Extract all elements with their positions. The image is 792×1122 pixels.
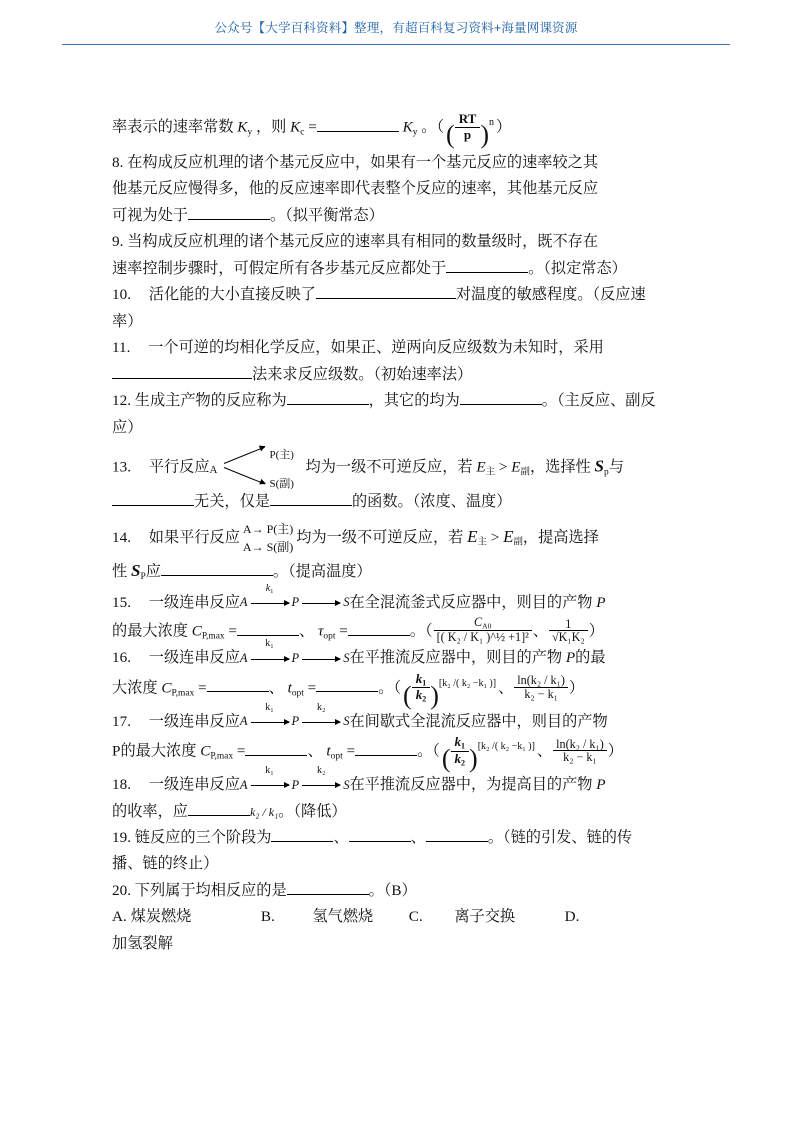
question-10 (112, 282, 692, 308)
q16-f1-den-sub: 2 (422, 694, 427, 704)
question-20-last-line (112, 931, 692, 957)
q7-after: K (402, 118, 413, 136)
question-11 (112, 335, 692, 361)
q19-text-5: 播、链的终止） (112, 855, 219, 873)
q13-text-5: 无关，仅是 (194, 492, 270, 510)
q7-frac-den: p (463, 126, 472, 142)
q13-sp-sub: p (603, 467, 609, 478)
q8-text-3: 可视为处于 (112, 206, 188, 224)
q18-text-3: 为提高目的产物 (486, 776, 593, 794)
question-20-options (112, 904, 692, 930)
q8-blank[interactable] (188, 219, 270, 220)
q16-cmax: C (161, 679, 172, 697)
q20-option-a-key: A. (112, 908, 127, 926)
q10-text-2: 对温度的敏感程度。（反应速 (455, 286, 646, 304)
q13-e2-sub: 副 (520, 467, 530, 478)
question-9-line-2 (112, 256, 692, 282)
q17-blank-1[interactable] (245, 755, 307, 756)
q20-text-1: 下列属于均相反应的是 (134, 881, 287, 899)
q17-text-3: 则目的产物 (531, 712, 608, 730)
q11-blank[interactable] (112, 378, 252, 379)
q14-blank[interactable] (161, 575, 273, 576)
q13-arrow-up-icon (223, 447, 264, 464)
q16-arrow-1 (250, 638, 290, 670)
question-17 (112, 701, 692, 735)
q13-blank-1[interactable] (112, 505, 194, 506)
q12-text-1: 生成主产物的反应称为 (134, 392, 287, 410)
q15-k1-sub: 1 (270, 587, 274, 595)
q15-f1-num: C (474, 615, 483, 630)
q15-p-label: P (596, 593, 606, 611)
q15-arrow-2 (301, 593, 341, 615)
q9-text-1: 当构成反应机理的诸个基元反应的速率具有相同的数量级时，既不存在 (127, 233, 598, 251)
q16-f1-num-sub: 1 (422, 678, 427, 688)
q16-eq-1: = (198, 679, 207, 697)
question-18-line-2 (112, 799, 692, 825)
q7-frac-num: RT (455, 112, 481, 128)
q7-after-sub: y (412, 127, 418, 138)
q20-number: 20. (112, 881, 131, 899)
q20-option-b-label[interactable]: 氢气燃烧 (312, 908, 374, 926)
q14-text-3: ，提高选择 (522, 529, 599, 547)
q12-number: 12. (112, 392, 131, 410)
q16-blank-2[interactable] (316, 691, 378, 692)
q16-cmax-sub: P,max (171, 688, 195, 699)
question-15 (112, 582, 692, 616)
q10-text-1: 活化能的大小直接反映了 (148, 286, 316, 304)
q15-f2-den: √K₁K₂ (551, 630, 585, 645)
q17-f2-num: ln(k₂ / k₁) (553, 738, 607, 752)
q7-blank[interactable] (317, 131, 399, 132)
q13-parallel-reaction-scheme (210, 447, 306, 489)
q7-kc-sub: c (300, 127, 305, 138)
q16-f1-pow: [k₂ /( k₂ −k₁ )] (438, 677, 497, 689)
q14-scheme-line-2: A→ S(副) (242, 539, 294, 554)
q18-arrow-line-2 (302, 785, 340, 786)
q15-text-5: 。（ (409, 622, 433, 640)
q18-text-1: 一级连串反应 (148, 776, 240, 794)
q16-arrow-line-1 (251, 659, 289, 660)
q13-number: 13. (112, 458, 131, 476)
question-19-line-2 (112, 851, 692, 877)
q7-power: n (488, 117, 494, 129)
q17-formula-1: ( $\frac{k_1}{k_2}$ )[k₂ /( k₂ −k₁ )] (441, 734, 535, 774)
question-12 (112, 388, 692, 414)
q19-blank-3[interactable] (426, 841, 488, 842)
q20-option-d-label[interactable]: 加氢裂解 (112, 934, 173, 952)
question-8 (112, 150, 692, 176)
q12-text-2: ，其它的均为 (368, 392, 460, 410)
q16-f1-den: k (415, 687, 423, 703)
q20-blank[interactable] (287, 894, 369, 895)
question-13-line-2 (112, 489, 692, 515)
q13-arrow-down-icon (223, 467, 264, 484)
q13-text-2: 均为一级不可逆反应，若 (305, 458, 473, 476)
question-8-line-3 (112, 203, 692, 229)
q8-text-1: 在构成反应机理的诸个基元反应中，如果有一个基元反应的速率较之其 (127, 154, 598, 171)
q19-blank-1[interactable] (271, 841, 333, 842)
q7-rtp-expression: ( $\frac{RT}{p}$ )$^n$ (446, 111, 494, 150)
q7-equals: = (308, 118, 317, 136)
q13-scheme-a: A (209, 463, 218, 476)
q18-p-label: P (596, 776, 606, 794)
q17-arrow-2 (301, 701, 341, 734)
q7-close: ） (495, 118, 512, 136)
q17-formula-2 (553, 738, 607, 765)
q16-blank-1[interactable] (207, 691, 269, 692)
q13-scheme-p: P(主) (269, 448, 294, 461)
q16-p-label: P (565, 649, 576, 667)
q19-text-4: 。（链的引发、链的传 (487, 828, 633, 846)
q14-e2-sub: 副 (513, 538, 523, 549)
q13-text-3: ，选择性 (529, 458, 591, 476)
q14-text-1: 如果平行反应 (148, 529, 240, 547)
q15-scheme-p: P (291, 595, 300, 610)
question-12-line-2 (112, 415, 692, 441)
q16-f2-num: ln(k₂ / k₁) (514, 674, 568, 688)
q15-scheme-a: A (239, 595, 248, 610)
q15-arrow-line-2 (302, 603, 340, 604)
q18-k1-label: k₁ (265, 764, 274, 776)
q17-k2-label: k₂ (316, 701, 326, 713)
question-14 (112, 521, 692, 556)
question-15-line-2: 的最大浓度 $C_{P,max}$ = 、 $\tau_{opt}$ = 。（ $\frac{C_{A0}}{\text{[( K₂ / K₁ )\textasciicircum{}½ +1]²}}$ 、 $\frac{1}{\text{√K₁K₂}}$ ） (112, 615, 604, 645)
q17-number: 17. (112, 712, 131, 730)
q18-text-2: 在平推流反应器中， (349, 776, 487, 794)
q17-f2-den: k₂ − k₁ (563, 750, 597, 765)
q12-text-4: 应） (112, 418, 143, 436)
q19-blank-2[interactable] (349, 841, 411, 842)
q17-f1-num-sub: 1 (461, 741, 466, 751)
q15-text-4: 的最大浓度 (112, 622, 188, 640)
question-16 (112, 638, 692, 671)
q14-e2: E (503, 527, 514, 547)
q14-text-5: 应 (145, 563, 161, 581)
q15-text-1: 一级连串反应 (148, 593, 240, 611)
q17-text-2: 在间歇式全混流反应器中， (349, 712, 532, 730)
q15-eq-2: = (339, 622, 348, 640)
q16-arrow-2 (301, 648, 341, 670)
q16-arrow-line-2 (302, 659, 340, 660)
q18-arrow-2 (301, 764, 341, 797)
question-9 (112, 229, 692, 255)
q20-option-d-key: D. (564, 908, 580, 926)
q15-eq-1: = (228, 622, 237, 640)
q15-f2-num: 1 (549, 618, 588, 632)
q16-number: 16. (112, 649, 131, 667)
q17-cmax: C (200, 742, 211, 760)
q12-blank-2[interactable] (460, 404, 542, 405)
q15-blank-2[interactable] (348, 635, 410, 636)
q19-number: 19. (112, 828, 131, 846)
q18-text-5: 。（降低） (278, 802, 347, 820)
q18-arrow-1 (250, 764, 290, 797)
q16-text-1: 一级连串反应 (148, 649, 240, 667)
q15-text-2: 在全混流釜式反应器中， (349, 593, 517, 611)
q17-series-reaction-scheme: A k₁ P k₂ S (240, 711, 350, 733)
q13-text-1: 平行反应 (148, 458, 210, 476)
q7-ky-sub: y (247, 127, 253, 138)
q15-arrow-1 (250, 582, 290, 615)
q16-f1-num: k (415, 670, 423, 686)
q17-blank-2[interactable] (355, 755, 417, 756)
q10-text-3: 率） (112, 312, 143, 330)
q17-arrow-line-1 (251, 722, 289, 723)
q18-blank[interactable] (188, 815, 250, 816)
q17-arrow-1 (250, 701, 290, 734)
q13-e1-sub: 主 (485, 467, 496, 478)
q19-text-2: 、 (333, 828, 349, 846)
q18-series-reaction-scheme: A k₁ P k₂ S (240, 775, 350, 797)
header-divider (62, 44, 730, 45)
q16-k1-label: k₁ (265, 638, 274, 650)
q7-lead: 率表示的速率常数 (112, 118, 234, 136)
q16-text-5: 大浓度 (112, 679, 158, 697)
q7-kc: K (290, 118, 301, 136)
q20-option-b-key: B. (260, 908, 275, 926)
q18-k2-label: k₂ (316, 764, 326, 776)
q13-e1: E (476, 458, 486, 476)
q8-number: 8. (112, 154, 124, 171)
question-19 (112, 825, 692, 851)
q18-text-4: 的收率，应 (112, 802, 188, 820)
q14-e1-sub: 主 (477, 538, 487, 549)
q14-e1: E (467, 527, 478, 547)
question-7-tail (112, 112, 692, 148)
q16-eq-2: = (307, 679, 317, 697)
question-14-line-2 (112, 556, 692, 586)
q13-text-6: 的函数。（浓度、温度） (351, 492, 512, 510)
q15-scheme-s: S (343, 595, 350, 610)
q17-text-6: ） (607, 742, 623, 760)
q14-number: 14. (112, 529, 131, 547)
q15-text-6: ） (588, 622, 604, 640)
q11-number: 11. (112, 339, 131, 357)
q15-text-3: 则目的产物 (516, 593, 593, 611)
q19-text-3: 、 (410, 828, 426, 846)
q17-f1-pow: [k₂ /( k₂ −k₁ )] (477, 741, 535, 753)
q16-text-3: 则目的产物 (486, 649, 563, 667)
q17-topt-sub: opt (330, 751, 343, 762)
q9-text-3: 。（拟定常态） (528, 259, 627, 277)
q16-text-7: ） (568, 679, 585, 697)
q15-tau-sub: opt (323, 631, 336, 642)
q14-text-6: 。（提高温度） (272, 563, 372, 581)
q13-gt: > (498, 458, 508, 476)
q16-topt-sub: opt (291, 688, 304, 699)
q15-arrow-line-1 (251, 603, 289, 604)
question-11-line-2 (112, 362, 692, 388)
question-8-line-2 (112, 176, 692, 202)
q15-f1-den: [( K₂ / K₁ )^½ +1]² (436, 630, 529, 645)
q16-formula-1: ( $\frac{k_1}{k_2}$ )[k₂ /( k₂ −k₁ )] (403, 670, 497, 710)
q17-f1-num: k (454, 734, 462, 750)
q13-scheme-s: S(副) (269, 477, 294, 490)
q17-cmax-sub: P,max (210, 751, 234, 762)
q17-text-5: 。（ (417, 742, 440, 760)
q17-text-1: 一级连串反应 (148, 712, 240, 730)
q18-number: 18. (112, 776, 131, 794)
q15-formula-1 (434, 616, 532, 644)
q14-scheme-line-1: A→ P(主) (242, 522, 294, 537)
q10-blank[interactable] (316, 298, 456, 299)
q20-option-a-label[interactable]: 煤炭燃烧 (130, 908, 192, 926)
q13-text-4: 与 (608, 458, 624, 476)
q15-cmax-sub: P,max (201, 631, 225, 642)
q7-ky: K (237, 118, 248, 136)
watermark-text: 公众号【大学百科资料】整理，有超百科复习资料+海量网课资源 (214, 21, 578, 35)
q17-text-4: P的最大浓度 (112, 742, 197, 760)
q17-eq-2: = (346, 742, 356, 760)
q16-text-6: 。（ (378, 679, 402, 697)
q17-f1-den-sub: 2 (461, 758, 466, 768)
q16-text-4: 的最 (575, 649, 606, 667)
document-body (112, 112, 692, 957)
q15-cmax: C (191, 622, 202, 640)
q14-gt: > (490, 529, 500, 547)
q14-sp: S (130, 561, 141, 581)
q15-f1-num-sub: A0 (482, 621, 492, 631)
q15-number: 15. (112, 593, 131, 611)
question-17-line-2: P的最大浓度 $C_{P,max}$ = 、 $t_{opt}$ = 。（( $\frac{k_1}{k_2}$ )[k₂ /( k₂ −k₁ )] 、 $\frac{\text{ln(k₂ / k₁)}}{\text{k₂ − k₁}}$ ） (112, 734, 623, 774)
q14-sp-sub: P (140, 572, 146, 583)
q9-number: 9. (112, 233, 124, 251)
question-18 (112, 764, 692, 798)
question-16-line-2: 大浓度 $C_{P,max}$ = 、 $t_{opt}$ = 。（( $\frac{k_1}{k_2}$ )[k₂ /( k₂ −k₁ )] 、 $\frac{\text{ln(k₂ / k₁)}}{\text{k₂ − k₁}}$ ） (112, 670, 585, 710)
q13-sp: S (594, 456, 604, 476)
q11-text-2: 法来求反应级数。（初始速率法） (252, 365, 473, 383)
q17-arrow-line-2 (302, 722, 340, 723)
q15-formula-2 (549, 618, 588, 645)
q12-blank-1[interactable] (287, 404, 369, 405)
question-13 (112, 447, 692, 489)
q9-blank[interactable] (446, 272, 528, 273)
q13-blank-2[interactable] (270, 505, 352, 506)
q16-f2-den: k₂ − k₁ (524, 686, 558, 701)
q17-k1-label: k₁ (265, 701, 274, 713)
q10-number: 10. (112, 286, 131, 304)
q12-text-3: 。（主反应、副反 (541, 392, 656, 410)
q7-mid: ，则 (255, 118, 287, 136)
q17-topt: t (326, 742, 331, 760)
q16-text-2: 在平推流反应器中， (349, 649, 487, 667)
q15-k1: k (265, 582, 271, 594)
q7-punct: 。（ (421, 118, 445, 136)
q11-text-1: 一个可逆的均相化学反应，如果正、逆两向反应级数为未知时，采用 (148, 339, 604, 357)
q17-eq-1: = (236, 742, 246, 760)
q20-option-c-key: C. (408, 908, 423, 926)
q8-text-2: 他基元反应慢得多，他的反应速率即代表整个反应的速率，其他基元反应 (112, 180, 598, 198)
q20-text-2: 。（B） (368, 881, 417, 899)
q14-text-2: 均为一级不可逆反应，若 (296, 529, 464, 547)
q13-e2: E (511, 458, 521, 476)
q16-series-reaction-scheme: A k₁ P S (240, 648, 350, 670)
q14-parallel-reaction-scheme (243, 521, 293, 556)
q17-f1-den: k (454, 750, 462, 766)
q18-ratio: k₂ / k₁ (249, 804, 279, 819)
q18-arrow-line-1 (251, 785, 289, 786)
question-10-line-2 (112, 309, 692, 335)
q19-text-1: 链反应的三个阶段为 (134, 828, 272, 846)
q15-series-reaction-scheme (239, 582, 350, 614)
q14-text-4: 性 (112, 563, 128, 581)
q20-option-c-label[interactable]: 离子交换 (454, 908, 516, 926)
q8-text-4: 。（拟平衡常态） (269, 206, 384, 224)
question-20 (112, 878, 692, 904)
q15-tau: τ (317, 622, 324, 640)
q9-text-2: 速率控制步骤时，可假定所有各步基元反应都处于 (112, 259, 447, 277)
q16-topt: t (287, 679, 292, 697)
q16-formula-2 (514, 674, 568, 701)
